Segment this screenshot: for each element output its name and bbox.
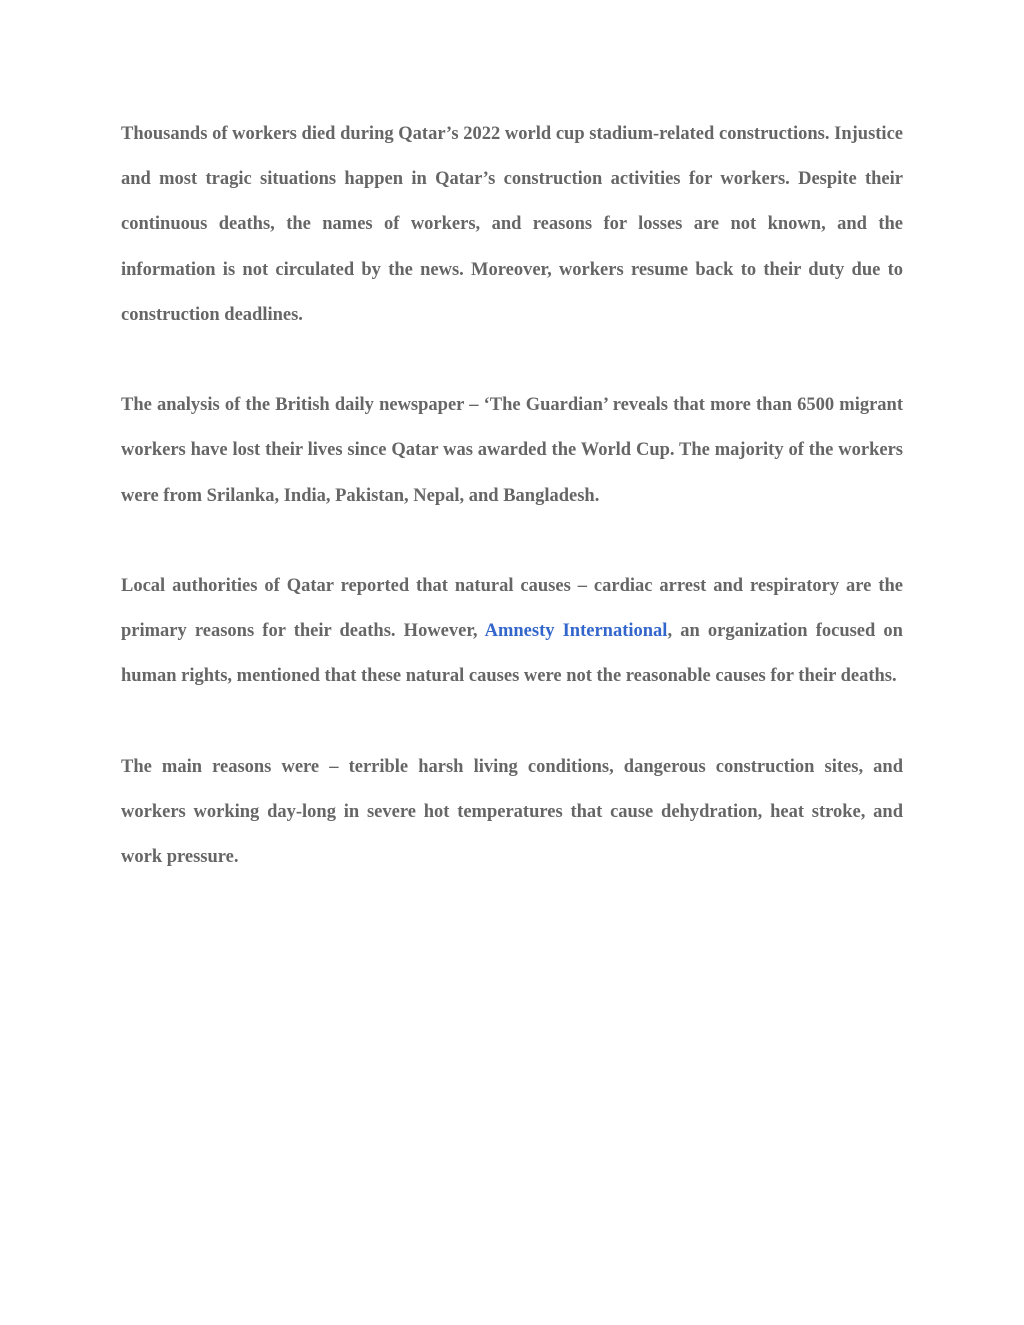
amnesty-international-link[interactable]: Amnesty International xyxy=(484,621,668,642)
document-body xyxy=(121,112,903,926)
paragraph-2: The analysis of the British daily newspaper – ‘The Guardian’ reveals that more than 6500 migrant workers have lost their lives since Qatar was awarded the World Cup. The majority of the workers were from Srilanka, India, Pakistan, Nepal, and Bangladesh. xyxy=(121,395,903,506)
paragraph-1: Thousands of workers died during Qatar’s 2022 world cup stadium-related constructions. Injustice and most tragic situations happen in Qatar’s construction activities for workers. Despite their continuous deaths, the names of workers, and reasons for losses are not known, and the information is not circulated by the news. Moreover, workers resume back to their duty due to construction deadlines. xyxy=(121,124,903,325)
paragraph-3-text-before: Local authorities of Qatar reported that natural causes – cardiac arrest and respiratory are the primary reasons for their deaths. However, xyxy=(121,576,903,642)
paragraph-3-text-after: , an organization focused on human rights, mentioned that these natural causes were not the reasonable causes for their deaths. xyxy=(121,621,903,687)
paragraph-4: The main reasons were – terrible harsh living conditions, dangerous construction sites, and workers working day-long in severe hot temperatures that cause dehydration, heat stroke, and work pressure. xyxy=(121,756,903,868)
paragraph-3 xyxy=(121,564,903,700)
